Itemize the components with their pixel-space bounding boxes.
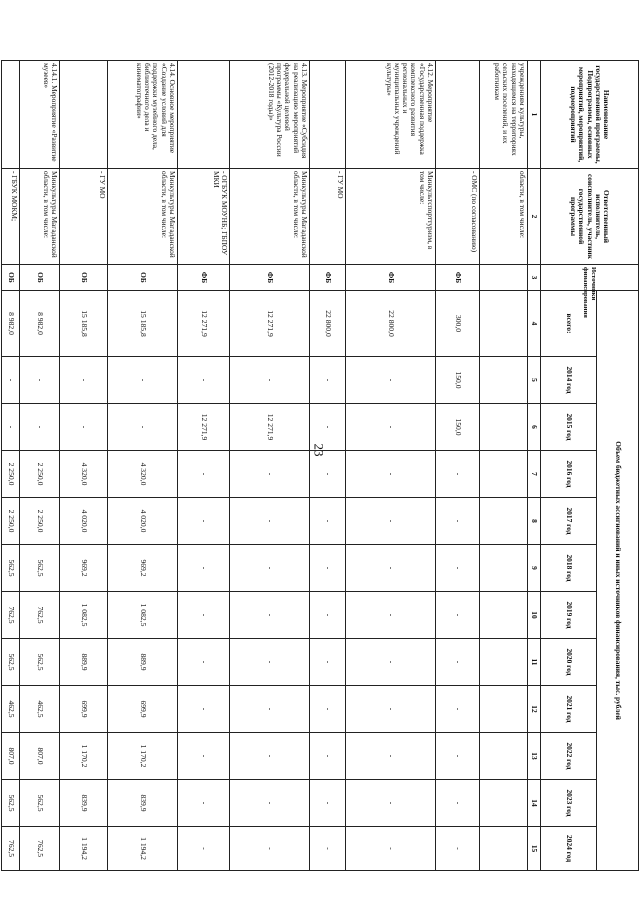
table-row bbox=[2, 61, 20, 871]
row-value-cell: 12 271,9 bbox=[178, 404, 230, 451]
row-executor-cell: - ГУ МО bbox=[60, 169, 108, 265]
row-value-cell: 1 194,2 bbox=[60, 827, 108, 871]
row-value-cell: 15 185,8 bbox=[60, 291, 108, 357]
row-value-cell: - bbox=[346, 592, 436, 639]
row-value-cell: 2 250,0 bbox=[2, 451, 20, 498]
row-source-cell: ОБ bbox=[20, 265, 60, 291]
row-value-cell: 807,0 bbox=[2, 733, 20, 780]
index-cell: 9 bbox=[528, 545, 541, 592]
row-name-cell bbox=[310, 61, 346, 169]
row-executor-cell: - ОГБУК МОУНБ; ГБПОУ МКИ bbox=[178, 169, 230, 265]
row-value-cell: 2 250,0 bbox=[20, 498, 60, 545]
row-value-cell: 562,5 bbox=[2, 639, 20, 686]
funding-table bbox=[1, 60, 639, 871]
row-value-cell bbox=[480, 498, 528, 545]
row-value-cell: 2 250,0 bbox=[2, 498, 20, 545]
row-value-cell: 1 082,5 bbox=[60, 592, 108, 639]
row-value-cell: - bbox=[310, 592, 346, 639]
row-executor-cell: области, в том числе: bbox=[480, 169, 528, 265]
row-value-cell bbox=[480, 404, 528, 451]
header-year: 2021 год bbox=[541, 686, 597, 733]
row-value-cell: - bbox=[178, 357, 230, 404]
row-value-cell: - bbox=[436, 498, 480, 545]
table-row bbox=[310, 61, 346, 871]
row-name-cell: 4.14.1. Мероприятие «Развитие музеев» bbox=[20, 61, 60, 169]
row-value-cell: - bbox=[20, 357, 60, 404]
row-value-cell: - bbox=[178, 545, 230, 592]
index-row bbox=[528, 61, 541, 871]
row-value-cell: - bbox=[108, 404, 178, 451]
row-value-cell: - bbox=[310, 404, 346, 451]
row-value-cell: 562,5 bbox=[2, 780, 20, 827]
row-value-cell: 969,2 bbox=[108, 545, 178, 592]
row-source-cell: ФБ bbox=[310, 265, 346, 291]
index-cell: 13 bbox=[528, 733, 541, 780]
row-value-cell: 12 271,9 bbox=[178, 291, 230, 357]
row-value-cell: 562,5 bbox=[20, 639, 60, 686]
row-value-cell: 15 185,8 bbox=[108, 291, 178, 357]
row-value-cell: 12 271,9 bbox=[230, 404, 310, 451]
row-value-cell: 1 170,2 bbox=[108, 733, 178, 780]
header-year: 2018 год bbox=[541, 545, 597, 592]
index-cell: 3 bbox=[528, 265, 541, 291]
table-body bbox=[2, 61, 528, 871]
row-value-cell: 8 982,0 bbox=[2, 291, 20, 357]
row-value-cell: - bbox=[178, 451, 230, 498]
row-value-cell: 699,9 bbox=[60, 686, 108, 733]
row-value-cell: - bbox=[230, 733, 310, 780]
header-year: 2023 год bbox=[541, 780, 597, 827]
row-value-cell: - bbox=[2, 404, 20, 451]
row-value-cell bbox=[480, 291, 528, 357]
header-year: 2020 год bbox=[541, 639, 597, 686]
row-value-cell: 150,0 bbox=[436, 404, 480, 451]
row-name-cell bbox=[436, 61, 480, 169]
row-value-cell: - bbox=[2, 357, 20, 404]
table-row bbox=[230, 61, 310, 871]
row-value-cell: - bbox=[346, 545, 436, 592]
row-value-cell: - bbox=[436, 780, 480, 827]
row-value-cell: - bbox=[310, 686, 346, 733]
row-value-cell: 889,9 bbox=[60, 639, 108, 686]
row-source-cell: ОБ bbox=[2, 265, 20, 291]
header-program-name: Наименование государственной программы, Подпрограммы, основных мероприятий, мероприятий, подмероприятий bbox=[541, 61, 639, 169]
header-year: 2016 год bbox=[541, 451, 597, 498]
row-value-cell: - bbox=[230, 592, 310, 639]
row-value-cell: 8 982,0 bbox=[20, 291, 60, 357]
row-name-cell bbox=[60, 61, 108, 169]
rotated-table-container bbox=[6, 60, 639, 870]
row-executor-cell: - ОМС (по согласованию) bbox=[436, 169, 480, 265]
row-value-cell: - bbox=[178, 827, 230, 871]
row-value-cell: - bbox=[310, 639, 346, 686]
index-cell: 8 bbox=[528, 498, 541, 545]
table-row bbox=[436, 61, 480, 871]
header-source: Источники финансирования bbox=[541, 265, 639, 291]
row-value-cell bbox=[480, 686, 528, 733]
page-number: 23 bbox=[311, 443, 327, 457]
row-source-cell: ОБ bbox=[60, 265, 108, 291]
index-cell: 1 bbox=[528, 61, 541, 169]
row-value-cell: - bbox=[346, 733, 436, 780]
row-value-cell bbox=[480, 780, 528, 827]
header-executor: Ответственный исполнитель, соисполнитель, участник государственной программы bbox=[541, 169, 639, 265]
row-value-cell bbox=[480, 451, 528, 498]
row-value-cell: 562,5 bbox=[2, 545, 20, 592]
row-value-cell: 462,5 bbox=[2, 686, 20, 733]
row-name-cell bbox=[178, 61, 230, 169]
row-value-cell: - bbox=[310, 733, 346, 780]
row-value-cell: 1 082,5 bbox=[108, 592, 178, 639]
row-value-cell: - bbox=[310, 827, 346, 871]
row-value-cell: - bbox=[230, 545, 310, 592]
row-value-cell: - bbox=[178, 498, 230, 545]
row-name-cell: 4.13. Мероприятие «Субсидия на реализацию мероприятий федеральной целевой программы «Культура России (2012-2018 годы)» bbox=[230, 61, 310, 169]
row-value-cell bbox=[480, 827, 528, 871]
row-value-cell: 4 020,0 bbox=[60, 498, 108, 545]
row-value-cell: 300,0 bbox=[436, 291, 480, 357]
row-value-cell: - bbox=[310, 451, 346, 498]
row-value-cell bbox=[480, 592, 528, 639]
header-year: 2017 год bbox=[541, 498, 597, 545]
index-cell: 2 bbox=[528, 169, 541, 265]
row-value-cell: 22 800,0 bbox=[346, 291, 436, 357]
row-value-cell: 699,9 bbox=[108, 686, 178, 733]
row-value-cell bbox=[480, 357, 528, 404]
row-name-cell: 4.14. Основное мероприятие «Создание условий для поддержки музейного дела, библиотечного дела и кинематографии» bbox=[108, 61, 178, 169]
row-value-cell: - bbox=[436, 639, 480, 686]
row-value-cell: - bbox=[178, 592, 230, 639]
table-row bbox=[480, 61, 528, 871]
header-year: 2019 год bbox=[541, 592, 597, 639]
row-value-cell: 807,0 bbox=[20, 733, 60, 780]
row-value-cell: - bbox=[178, 686, 230, 733]
row-value-cell: 462,5 bbox=[20, 686, 60, 733]
row-value-cell: - bbox=[20, 404, 60, 451]
row-value-cell: - bbox=[310, 498, 346, 545]
row-source-cell: ОБ bbox=[108, 265, 178, 291]
row-value-cell: - bbox=[230, 451, 310, 498]
row-value-cell: 839,9 bbox=[60, 780, 108, 827]
row-value-cell: - bbox=[178, 780, 230, 827]
row-source-cell: ФБ bbox=[436, 265, 480, 291]
index-cell: 6 bbox=[528, 404, 541, 451]
row-value-cell: - bbox=[436, 451, 480, 498]
row-source-cell: ФБ bbox=[178, 265, 230, 291]
row-value-cell: - bbox=[310, 780, 346, 827]
row-value-cell: - bbox=[436, 827, 480, 871]
row-name-cell: 4.12. Мероприятие «Государственная поддержка комплексного развития региональных и муниципальных учреждений культуры» bbox=[346, 61, 436, 169]
row-value-cell: - bbox=[346, 498, 436, 545]
row-value-cell: - bbox=[230, 827, 310, 871]
table-row bbox=[20, 61, 60, 871]
table-row bbox=[108, 61, 178, 871]
row-executor-cell: Минкультуры Магаданской области, в том числе: bbox=[108, 169, 178, 265]
row-value-cell: - bbox=[230, 357, 310, 404]
row-value-cell: - bbox=[346, 639, 436, 686]
index-cell: 5 bbox=[528, 357, 541, 404]
index-cell: 11 bbox=[528, 639, 541, 686]
row-value-cell: 2 250,0 bbox=[20, 451, 60, 498]
index-cell: 10 bbox=[528, 592, 541, 639]
table-row bbox=[346, 61, 436, 871]
header-year: 2015 год bbox=[541, 404, 597, 451]
row-name-cell bbox=[2, 61, 20, 169]
header-funding-group: Объем бюджетных ассигнований и иных источников финансирования, тыс. рублей bbox=[597, 291, 639, 871]
row-value-cell: - bbox=[60, 404, 108, 451]
row-value-cell: 150,0 bbox=[436, 357, 480, 404]
row-executor-cell: - ГБУК МОКМ; bbox=[2, 169, 20, 265]
row-value-cell bbox=[480, 639, 528, 686]
index-cell: 7 bbox=[528, 451, 541, 498]
row-value-cell: 4 020,0 bbox=[108, 498, 178, 545]
row-value-cell: 889,9 bbox=[108, 639, 178, 686]
row-value-cell: 562,5 bbox=[20, 545, 60, 592]
row-value-cell: - bbox=[436, 686, 480, 733]
row-value-cell bbox=[480, 545, 528, 592]
table-row bbox=[178, 61, 230, 871]
row-value-cell: 762,5 bbox=[2, 827, 20, 871]
index-cell: 4 bbox=[528, 291, 541, 357]
header-year: 2022 год bbox=[541, 733, 597, 780]
index-cell: 12 bbox=[528, 686, 541, 733]
row-value-cell: - bbox=[346, 404, 436, 451]
row-value-cell: - bbox=[346, 827, 436, 871]
row-value-cell: - bbox=[60, 357, 108, 404]
table-row bbox=[60, 61, 108, 871]
row-value-cell: - bbox=[436, 733, 480, 780]
row-value-cell: - bbox=[436, 545, 480, 592]
row-value-cell: 1 170,2 bbox=[60, 733, 108, 780]
row-value-cell: - bbox=[346, 686, 436, 733]
row-value-cell: 12 271,9 bbox=[230, 291, 310, 357]
row-value-cell: - bbox=[310, 545, 346, 592]
row-value-cell: 762,5 bbox=[20, 827, 60, 871]
header-total: всего: bbox=[541, 291, 597, 357]
row-value-cell: - bbox=[230, 639, 310, 686]
row-value-cell: 22 800,0 bbox=[310, 291, 346, 357]
row-value-cell: 839,9 bbox=[108, 780, 178, 827]
row-source-cell bbox=[480, 265, 528, 291]
row-value-cell: 4 320,0 bbox=[108, 451, 178, 498]
row-executor-cell: Минкультспорттуризм, в том числе: bbox=[346, 169, 436, 265]
row-executor-cell: Минкультуры Магаданской области, в том числе: bbox=[20, 169, 60, 265]
row-value-cell: 1 194,2 bbox=[108, 827, 178, 871]
row-name-cell: учреждениям культуры, находящимся на территориях сельских поселений, и их работникам bbox=[480, 61, 528, 169]
row-value-cell: - bbox=[178, 733, 230, 780]
row-value-cell: - bbox=[436, 592, 480, 639]
row-value-cell: - bbox=[346, 780, 436, 827]
row-source-cell: ФБ bbox=[346, 265, 436, 291]
row-executor-cell: Минкультуры Магаданской области, в том числе: bbox=[230, 169, 310, 265]
row-value-cell: - bbox=[230, 780, 310, 827]
row-value-cell: 562,5 bbox=[20, 780, 60, 827]
index-cell: 14 bbox=[528, 780, 541, 827]
header-row-group bbox=[597, 61, 639, 871]
row-value-cell: - bbox=[230, 686, 310, 733]
row-value-cell: 762,5 bbox=[2, 592, 20, 639]
index-cell: 15 bbox=[528, 827, 541, 871]
row-value-cell bbox=[480, 733, 528, 780]
header-year: 2014 год bbox=[541, 357, 597, 404]
row-value-cell: - bbox=[346, 357, 436, 404]
row-value-cell: 762,5 bbox=[20, 592, 60, 639]
row-value-cell: - bbox=[178, 639, 230, 686]
row-value-cell: - bbox=[310, 357, 346, 404]
row-value-cell: 969,2 bbox=[60, 545, 108, 592]
row-value-cell: - bbox=[108, 357, 178, 404]
row-source-cell: ФБ bbox=[230, 265, 310, 291]
header-year: 2024 год bbox=[541, 827, 597, 871]
row-value-cell: - bbox=[346, 451, 436, 498]
row-executor-cell: - ГУ МО bbox=[310, 169, 346, 265]
row-value-cell: 4 320,0 bbox=[60, 451, 108, 498]
row-value-cell: - bbox=[230, 498, 310, 545]
